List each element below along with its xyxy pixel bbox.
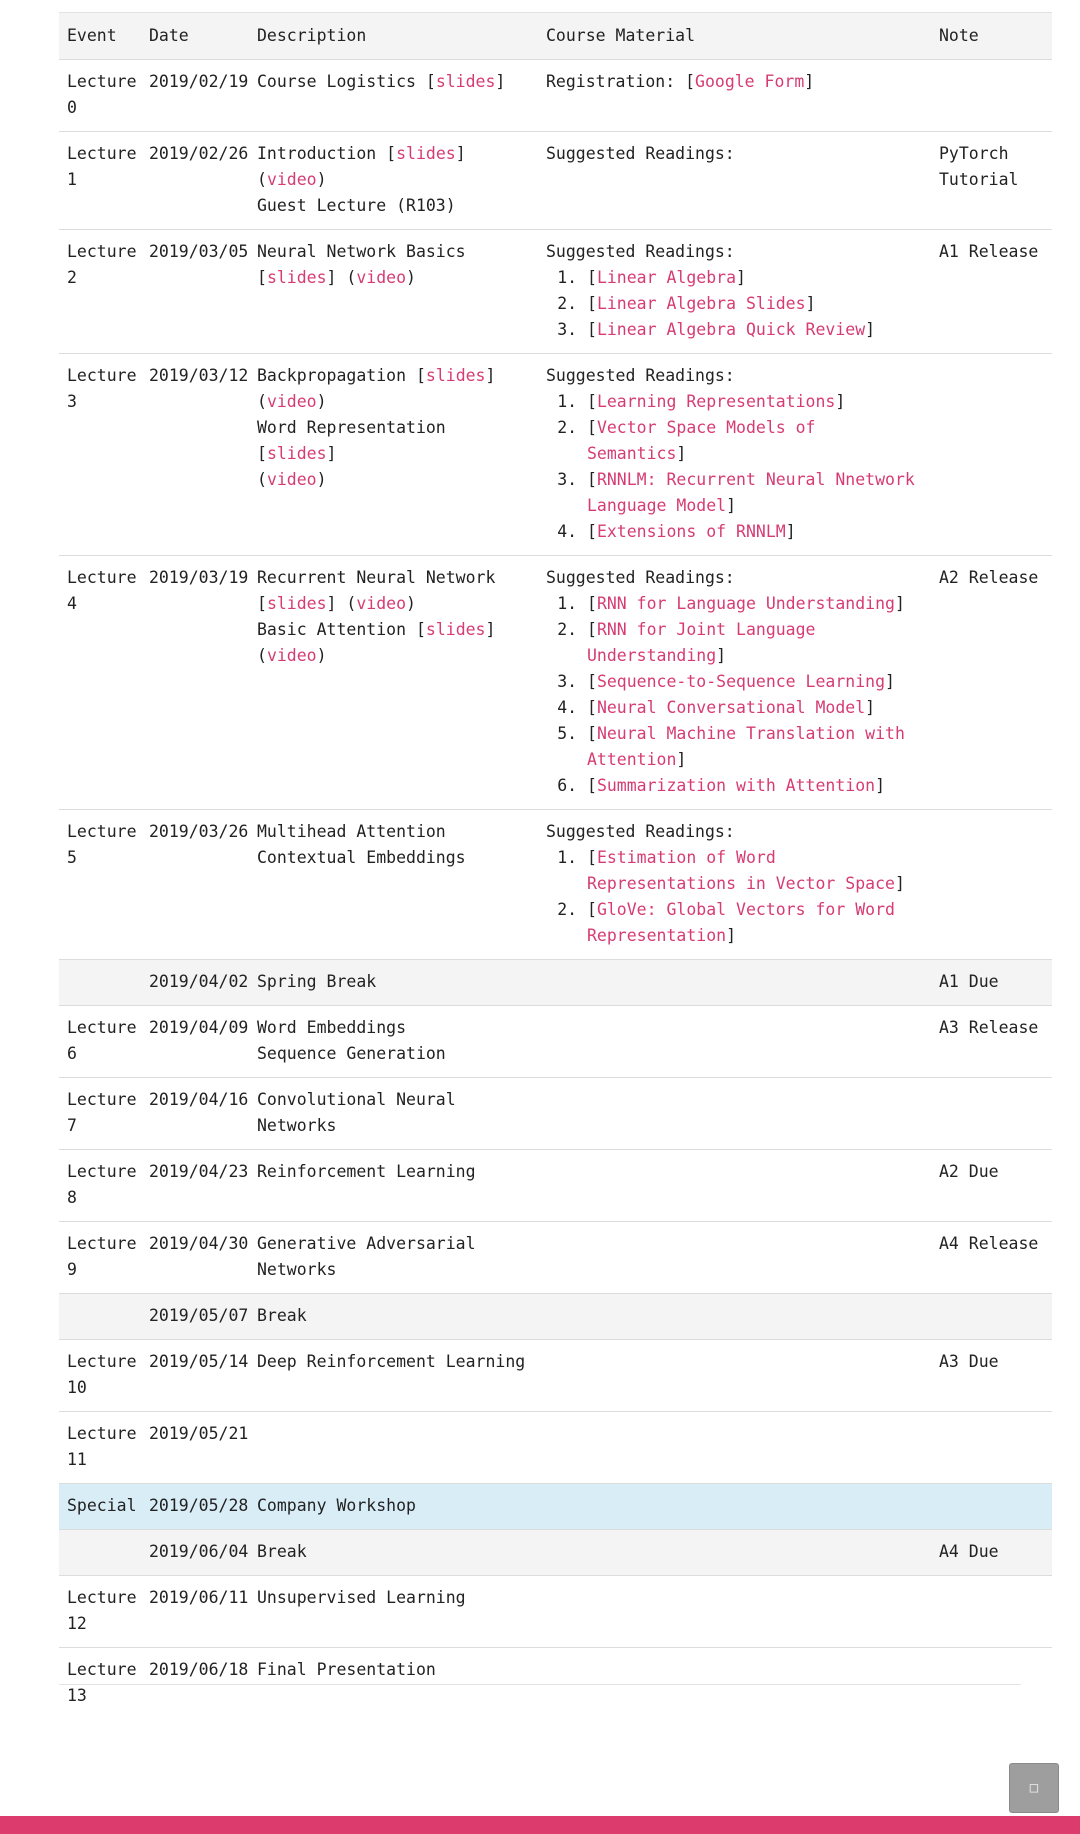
bracket: [ xyxy=(587,594,597,613)
date-cell: 2019/06/18 xyxy=(141,1648,249,1744)
description-cell xyxy=(249,810,538,960)
material-cell xyxy=(538,1222,931,1294)
note-cell: A3 Release xyxy=(931,1006,1052,1078)
footer-bar xyxy=(0,1816,1080,1834)
desc-text: Backpropagation [ xyxy=(257,366,426,385)
note-cell: A3 Due xyxy=(931,1340,1052,1412)
reading-item xyxy=(587,773,923,799)
date-cell: 2019/05/14 xyxy=(141,1340,249,1412)
table-row xyxy=(59,1078,1052,1150)
date-cell: 2019/06/04 xyxy=(141,1530,249,1576)
reading-link[interactable]: RNN for Language Understanding xyxy=(596,594,895,613)
reading-item xyxy=(587,695,923,721)
description-cell: Deep Reinforcement Learning xyxy=(249,1340,538,1412)
desc-text: ( xyxy=(257,470,267,489)
table-row xyxy=(59,1576,1052,1648)
note-cell: A2 Due xyxy=(931,1150,1052,1222)
note-cell xyxy=(931,1484,1052,1530)
bracket: ] xyxy=(716,646,727,665)
table-row xyxy=(59,1006,1052,1078)
event-cell xyxy=(59,960,141,1006)
video-link[interactable]: video xyxy=(266,392,317,411)
desc-text: ] xyxy=(495,72,506,91)
table-row xyxy=(59,230,1052,354)
description-cell: Final Presentation xyxy=(249,1648,538,1744)
reading-item xyxy=(587,389,923,415)
slides-link[interactable]: slides xyxy=(266,444,327,463)
bracket: [ xyxy=(587,724,597,743)
table-row xyxy=(59,1412,1052,1484)
material-cell xyxy=(538,132,931,230)
header-event: Event xyxy=(59,13,141,60)
desc-line: Guest Lecture (R103) xyxy=(257,196,456,215)
event-cell: Lecture 1 xyxy=(59,132,141,230)
bracket: [ xyxy=(587,698,597,717)
table-row xyxy=(59,354,1052,556)
reading-item xyxy=(587,591,923,617)
desc-text: ) xyxy=(316,170,327,189)
material-cell xyxy=(538,1340,931,1412)
event-cell xyxy=(59,1530,141,1576)
bracket: ] xyxy=(894,874,905,893)
desc-text: ) xyxy=(406,268,416,287)
desc-line: Multihead Attention xyxy=(257,822,446,841)
date-cell: 2019/06/11 xyxy=(141,1576,249,1648)
readings-list xyxy=(546,389,923,545)
note-cell: A4 Due xyxy=(931,1530,1052,1576)
bracket: ] xyxy=(726,496,737,515)
slides-link[interactable]: slides xyxy=(266,268,327,287)
material-cell xyxy=(538,230,931,354)
table-row xyxy=(59,1530,1052,1576)
material-cell xyxy=(538,1150,931,1222)
description-cell: Unsupervised Learning xyxy=(249,1576,538,1648)
desc-text: [ xyxy=(257,594,267,613)
bracket: ] xyxy=(785,522,796,541)
desc-line xyxy=(257,617,530,643)
readings-list xyxy=(546,265,923,343)
description-cell: Reinforcement Learning xyxy=(249,1150,538,1222)
desc-text: ] xyxy=(485,620,496,639)
date-cell: 2019/04/02 xyxy=(141,960,249,1006)
bracket: [ xyxy=(587,776,597,795)
description-cell: Spring Break xyxy=(249,960,538,1006)
date-cell: 2019/05/07 xyxy=(141,1294,249,1340)
bracket: ] xyxy=(875,776,886,795)
bracket: ] xyxy=(865,698,876,717)
event-cell: Lecture 0 xyxy=(59,60,141,132)
readings-label: Suggested Readings: xyxy=(546,822,735,841)
bracket: ] xyxy=(835,392,846,411)
desc-line xyxy=(257,265,530,291)
note-cell xyxy=(931,354,1052,556)
bracket: [ xyxy=(587,900,597,919)
reading-item xyxy=(587,291,923,317)
description-cell: Break xyxy=(249,1530,538,1576)
date-cell: 2019/03/19 xyxy=(141,556,249,810)
description-cell xyxy=(249,354,538,556)
note-cell xyxy=(931,60,1052,132)
back-to-top-button[interactable] xyxy=(1009,1763,1059,1813)
bracket: [ xyxy=(587,470,597,489)
note-cell: A1 Due xyxy=(931,960,1052,1006)
material-cell xyxy=(538,556,931,810)
description-cell xyxy=(249,1006,538,1078)
reading-item xyxy=(587,897,923,949)
desc-line xyxy=(257,591,530,617)
date-cell: 2019/03/12 xyxy=(141,354,249,556)
desc-text: ] ( xyxy=(326,268,357,287)
reading-item xyxy=(587,317,923,343)
desc-line xyxy=(257,389,530,415)
desc-line: Neural Network Basics xyxy=(257,242,466,261)
bracket: [ xyxy=(587,294,597,313)
event-cell: Lecture 8 xyxy=(59,1150,141,1222)
bracket: ] xyxy=(804,72,815,91)
event-cell: Lecture 12 xyxy=(59,1576,141,1648)
readings-label: Suggested Readings: xyxy=(546,366,735,385)
note-cell xyxy=(931,810,1052,960)
description-cell xyxy=(249,556,538,810)
reading-link[interactable]: RNN for Joint Language Understanding xyxy=(587,620,816,665)
header-note: Note xyxy=(931,13,1052,60)
event-cell: Special xyxy=(59,1484,141,1530)
slides-link[interactable]: slides xyxy=(396,144,456,163)
event-cell: Lecture 5 xyxy=(59,810,141,960)
date-cell: 2019/02/19 xyxy=(141,60,249,132)
desc-text: ( xyxy=(257,646,267,665)
slides-link[interactable]: slides xyxy=(425,620,486,639)
desc-text: ) xyxy=(316,646,327,665)
table-row xyxy=(59,1150,1052,1222)
date-cell: 2019/04/16 xyxy=(141,1078,249,1150)
material-cell xyxy=(538,1530,931,1576)
event-cell: Lecture 3 xyxy=(59,354,141,556)
desc-text: Basic Attention [ xyxy=(257,620,426,639)
desc-text: Course Logistics [ xyxy=(257,72,436,91)
header-course-material: Course Material xyxy=(538,13,931,60)
date-cell: 2019/05/28 xyxy=(141,1484,249,1530)
bracket: ] xyxy=(885,672,895,691)
readings-list xyxy=(546,845,923,949)
desc-line: Word Embeddings xyxy=(257,1018,407,1037)
bracket: [ xyxy=(587,268,597,287)
description-cell: Company Workshop xyxy=(249,1484,538,1530)
date-cell: 2019/04/23 xyxy=(141,1150,249,1222)
arrow-up-icon: □ xyxy=(1029,1780,1039,1796)
video-link[interactable]: video xyxy=(266,170,317,189)
video-link[interactable]: video xyxy=(266,646,317,665)
google-form-link[interactable]: Google Form xyxy=(695,72,805,91)
date-cell: 2019/04/09 xyxy=(141,1006,249,1078)
bracket: [ xyxy=(587,672,597,691)
table-row xyxy=(59,1294,1052,1340)
desc-text: ] ( xyxy=(326,594,357,613)
table-row xyxy=(59,810,1052,960)
reading-link[interactable]: Estimation of Word Representations in Vector Space xyxy=(587,848,895,893)
reading-link[interactable]: Sequence-to-Sequence Learning xyxy=(596,672,886,691)
bracket: ] xyxy=(805,294,816,313)
event-cell: Lecture 11 xyxy=(59,1412,141,1484)
note-cell xyxy=(931,1294,1052,1340)
desc-text: ) xyxy=(406,594,416,613)
note-cell: PyTorch Tutorial xyxy=(931,132,1052,230)
material-cell xyxy=(538,354,931,556)
reading-item xyxy=(587,845,923,897)
table-row xyxy=(59,132,1052,230)
description-cell: Break xyxy=(249,1294,538,1340)
date-cell: 2019/03/05 xyxy=(141,230,249,354)
date-cell: 2019/03/26 xyxy=(141,810,249,960)
material-cell xyxy=(538,960,931,1006)
header-date: Date xyxy=(141,13,249,60)
video-link[interactable]: video xyxy=(266,470,317,489)
reading-link[interactable]: Summarization with Attention xyxy=(596,776,876,795)
note-cell xyxy=(931,1078,1052,1150)
table-header-row xyxy=(59,13,1052,60)
reading-item xyxy=(587,519,923,545)
bracket: [ xyxy=(587,392,597,411)
event-cell: Lecture 6 xyxy=(59,1006,141,1078)
bracket: [ xyxy=(587,848,597,867)
bracket: [ xyxy=(587,620,597,639)
description-cell: Generative Adversarial Networks xyxy=(249,1222,538,1294)
reading-link[interactable]: Neural Machine Translation with Attention xyxy=(587,724,905,769)
desc-text: ( xyxy=(257,392,267,411)
readings-label: Suggested Readings: xyxy=(546,242,735,261)
event-cell: Lecture 10 xyxy=(59,1340,141,1412)
bracket: ] xyxy=(865,320,876,339)
reading-item xyxy=(587,415,923,467)
note-cell: A1 Release xyxy=(931,230,1052,354)
schedule-table xyxy=(59,12,1052,1743)
reading-link[interactable]: Linear Algebra Quick Review xyxy=(596,320,866,339)
note-cell xyxy=(931,1576,1052,1648)
video-link[interactable]: video xyxy=(356,594,407,613)
desc-text: ) xyxy=(316,470,327,489)
reading-item xyxy=(587,669,923,695)
desc-line xyxy=(257,363,530,389)
reading-link[interactable]: Vector Space Models of Semantics xyxy=(587,418,816,463)
description-cell xyxy=(249,230,538,354)
desc-text: ) xyxy=(316,392,327,411)
material-cell xyxy=(538,1006,931,1078)
event-cell: Lecture 2 xyxy=(59,230,141,354)
date-cell: 2019/02/26 xyxy=(141,132,249,230)
desc-text: [ xyxy=(257,268,267,287)
note-cell xyxy=(931,1412,1052,1484)
table-row xyxy=(59,1648,1052,1744)
table-row xyxy=(59,1484,1052,1530)
desc-line: Sequence Generation xyxy=(257,1044,446,1063)
event-cell: Lecture 7 xyxy=(59,1078,141,1150)
bracket: ] xyxy=(894,594,905,613)
bracket: ] xyxy=(736,268,746,287)
bracket: [ xyxy=(587,522,597,541)
desc-text: Introduction [ xyxy=(257,144,397,163)
reading-item xyxy=(587,467,923,519)
table-row xyxy=(59,60,1052,132)
note-cell: A2 Release xyxy=(931,556,1052,810)
slides-link[interactable]: slides xyxy=(425,366,486,385)
table-row xyxy=(59,1340,1052,1412)
material-cell xyxy=(538,1484,931,1530)
desc-line xyxy=(257,141,530,193)
desc-line xyxy=(257,643,530,669)
reading-link[interactable]: Neural Conversational Model xyxy=(596,698,866,717)
reading-item xyxy=(587,265,923,291)
date-cell: 2019/05/21 xyxy=(141,1412,249,1484)
material-cell xyxy=(538,1648,931,1744)
video-link[interactable]: video xyxy=(356,268,407,287)
reading-link[interactable]: Learning Representations xyxy=(596,392,836,411)
table-row xyxy=(59,1222,1052,1294)
material-cell xyxy=(538,810,931,960)
readings-label: Suggested Readings: xyxy=(546,144,735,163)
reading-item xyxy=(587,721,923,773)
desc-line: Contextual Embeddings xyxy=(257,848,466,867)
reading-link[interactable]: GloVe: Global Vectors for Word Representation xyxy=(587,900,895,945)
desc-text: ] xyxy=(485,366,496,385)
desc-text: ] ( xyxy=(257,144,466,189)
date-cell: 2019/04/30 xyxy=(141,1222,249,1294)
table-row xyxy=(59,960,1052,1006)
note-cell: A4 Release xyxy=(931,1222,1052,1294)
slides-link[interactable]: slides xyxy=(266,594,327,613)
readings-list xyxy=(546,591,923,799)
description-cell xyxy=(249,60,538,132)
header-description: Description xyxy=(249,13,538,60)
description-cell xyxy=(249,1412,538,1484)
reading-link[interactable]: RNNLM: Recurrent Neural Nnetwork Language Model xyxy=(587,470,915,515)
material-cell xyxy=(538,1412,931,1484)
desc-text: ] xyxy=(326,444,337,463)
readings-label: Suggested Readings: xyxy=(546,568,735,587)
event-cell: Lecture 13 xyxy=(59,1648,141,1744)
desc-line xyxy=(257,467,530,493)
event-cell: Lecture 4 xyxy=(59,556,141,810)
event-cell xyxy=(59,1294,141,1340)
description-cell xyxy=(249,132,538,230)
bracket: [ xyxy=(587,418,597,437)
note-cell xyxy=(931,1648,1052,1744)
material-cell xyxy=(538,1294,931,1340)
reading-item xyxy=(587,617,923,669)
slides-link[interactable]: slides xyxy=(435,72,496,91)
desc-line: Recurrent Neural Network xyxy=(257,568,496,587)
material-cell xyxy=(538,60,931,132)
desc-text: Word Representation [ xyxy=(257,418,446,463)
reading-link[interactable]: Linear Algebra Slides xyxy=(596,294,806,313)
description-cell: Convolutional Neural Networks xyxy=(249,1078,538,1150)
material-cell xyxy=(538,1576,931,1648)
registration-label: Registration: [ xyxy=(546,72,696,91)
event-cell: Lecture 9 xyxy=(59,1222,141,1294)
reading-link[interactable]: Extensions of RNNLM xyxy=(596,522,786,541)
material-cell xyxy=(538,1078,931,1150)
bracket: [ xyxy=(587,320,597,339)
bracket: ] xyxy=(726,926,737,945)
table-row xyxy=(59,556,1052,810)
divider xyxy=(59,1684,1021,1685)
desc-line xyxy=(257,415,530,467)
bracket: ] xyxy=(676,750,687,769)
bracket: ] xyxy=(676,444,687,463)
reading-link[interactable]: Linear Algebra xyxy=(596,268,737,287)
